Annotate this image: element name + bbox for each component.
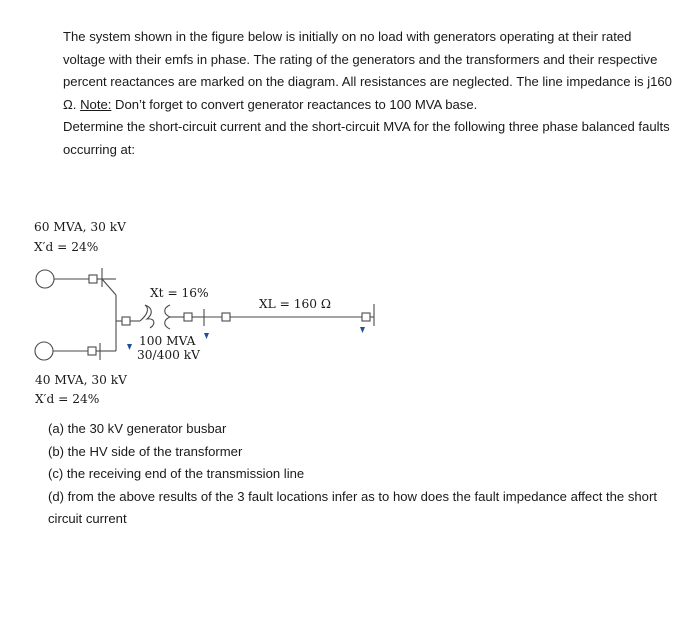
note-text: Don’t forget to convert generator reactances to 100 MVA base. [111, 96, 478, 112]
gen2-reactance: X′d = 24% [35, 392, 100, 406]
transformer-reactance: Xt = 16% [150, 286, 209, 300]
line-impedance: XL = 160 Ω [259, 297, 331, 311]
breaker-symbol [89, 275, 97, 283]
gen1-reactance: X′d = 24% [34, 240, 99, 254]
fault-arrow-icon [204, 333, 209, 339]
fault-arrow-icon [360, 327, 365, 333]
breaker-symbol [222, 313, 230, 321]
gen1-rating: 60 MVA, 30 kV [34, 220, 126, 234]
transformer-secondary-winding [165, 305, 170, 329]
breaker-symbol [184, 313, 192, 321]
breaker-symbol [88, 347, 96, 355]
gen2-rating: 40 MVA, 30 kV [35, 373, 127, 387]
transformer-rating-mva: 100 MVA [139, 334, 196, 348]
transformer-primary-winding [140, 305, 154, 328]
task-paragraph: Determine the short-circuit current and the short-circuit MVA for the following three phase balanced faults occurring at: [63, 119, 670, 157]
fault-arrow-icon [127, 344, 132, 350]
fault-cases-list [48, 418, 678, 531]
list-item: (a) the 30 kV generator busbar [48, 421, 227, 436]
transformer-rating-kv: 30/400 kV [137, 348, 200, 362]
problem-text: The system shown in the figure below is initially on no load with generators operating at their rated voltage with their emfs in phase. The rating of the generators and the transformers and their respective percent reactances are marked on the diagram. All resistances are neglected. The line impedance is j160 Ω. [63, 29, 672, 112]
fault-markers [127, 327, 365, 350]
breaker-symbol [362, 313, 370, 321]
breaker-symbol [122, 317, 130, 325]
list-item: (b) the HV side of the transformer [48, 443, 243, 459]
generator-2-symbol [35, 342, 53, 360]
list-item: (c) the receiving end of the transmission line [48, 466, 305, 482]
generator-1-symbol [36, 270, 54, 288]
note-label: Note: [80, 96, 112, 112]
list-item: (d) from the above results of the 3 fault locations infer as to how does the fault impedance affect the short circuit current [48, 488, 657, 527]
